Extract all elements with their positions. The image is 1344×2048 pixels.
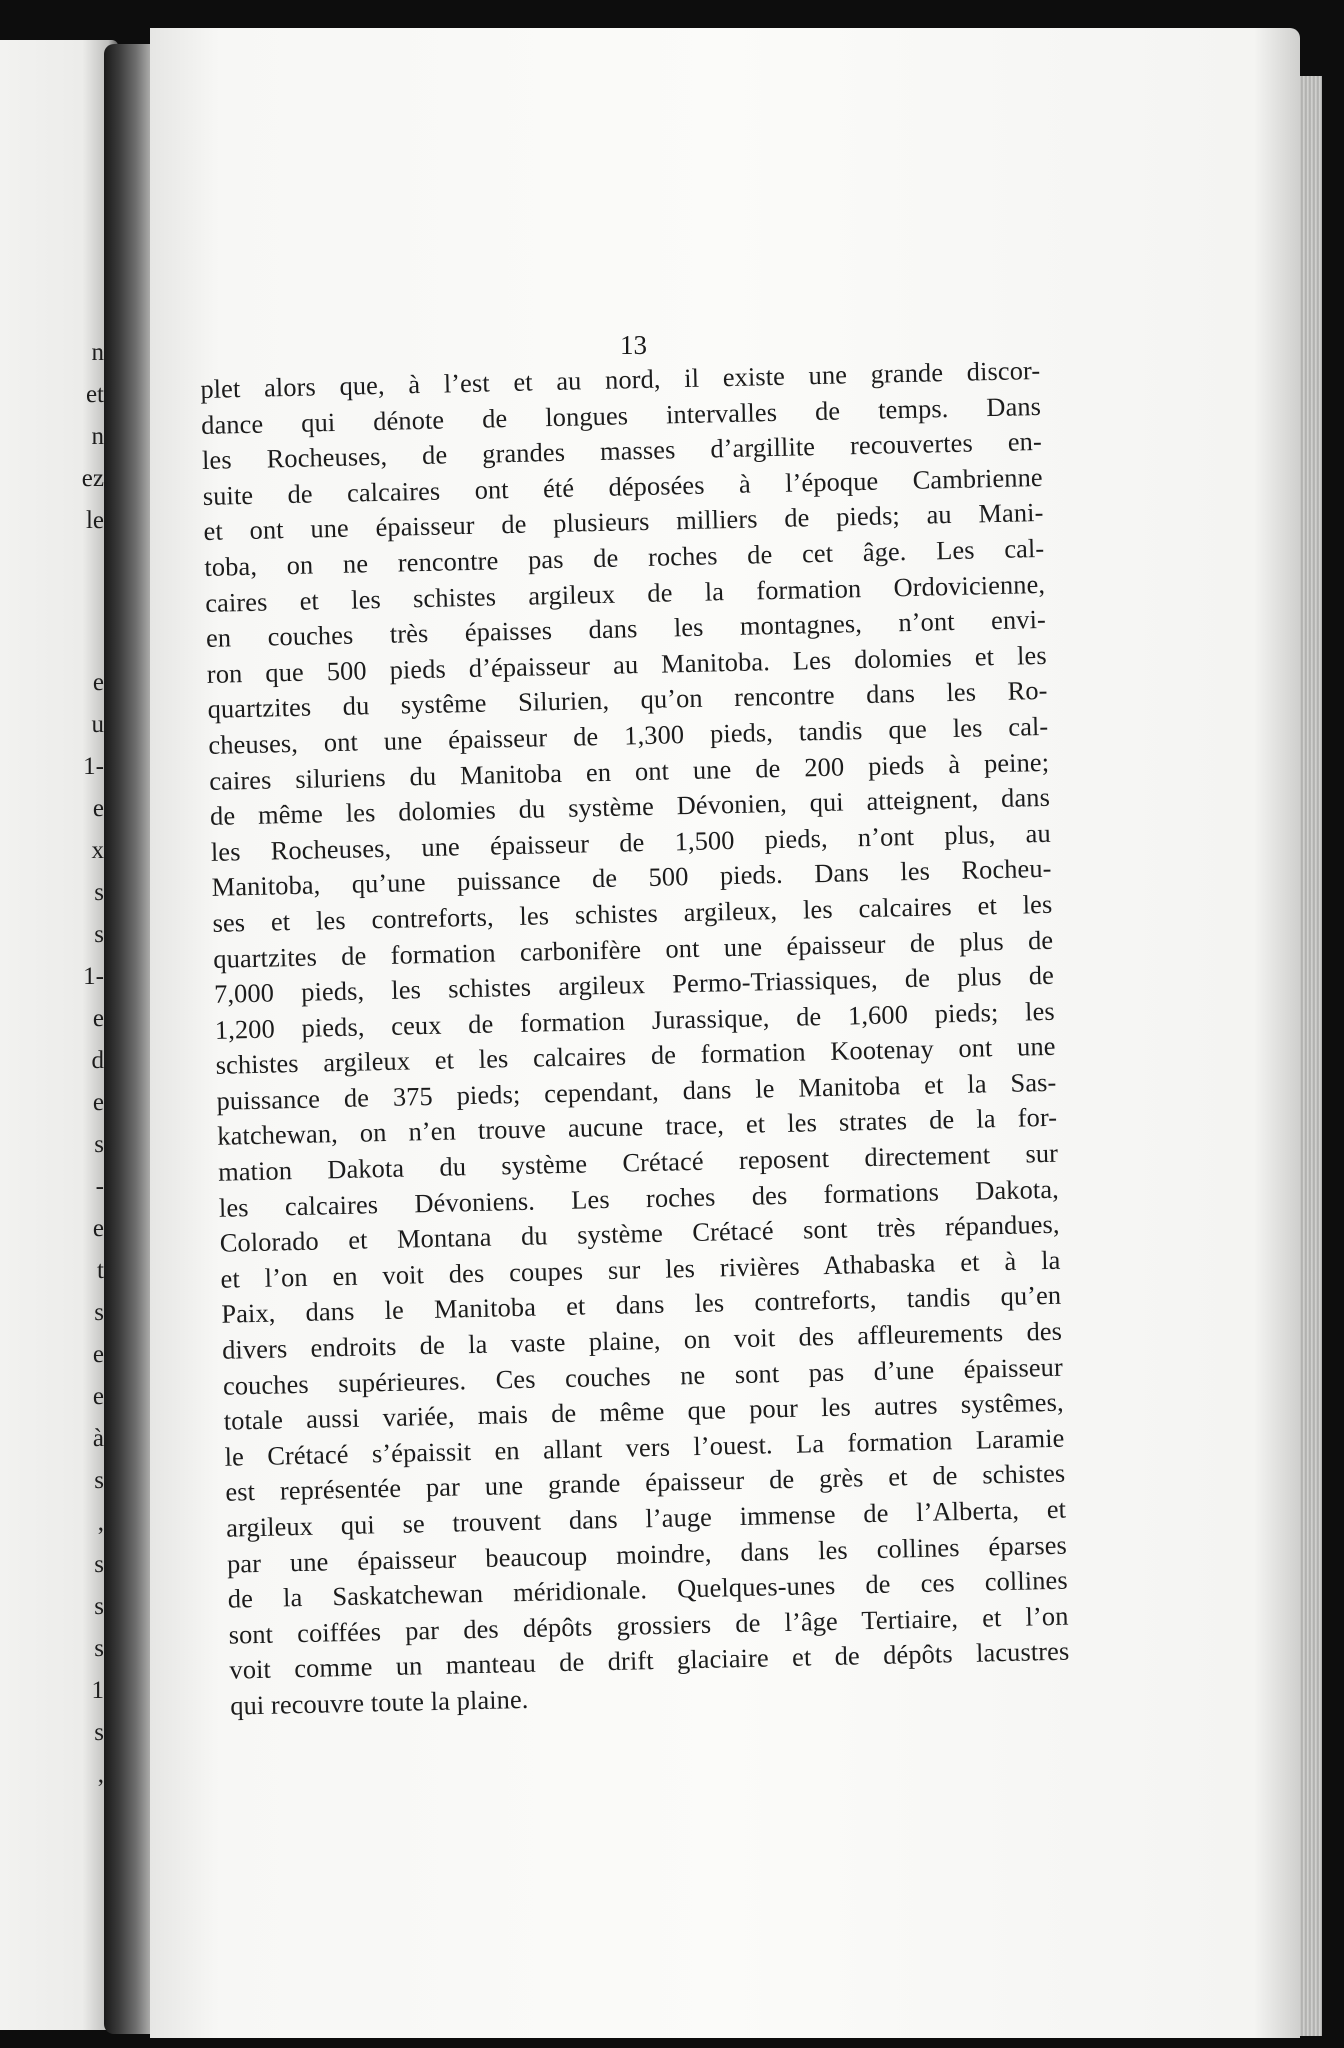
facing-page-fragment: s: [94, 1299, 104, 1326]
facing-page-fragment: à: [92, 1425, 104, 1452]
text-line: toba, on ne rencontre pas de roches de cet âge. Les cal-: [204, 532, 1045, 582]
facing-page-fragment: s: [94, 1131, 104, 1158]
facing-page-fragment: -: [95, 1173, 104, 1200]
facing-page-fragment: e: [92, 1215, 104, 1242]
text-line: quartzites du systême Silurien, qu’on rencontre dans les Ro-: [207, 675, 1048, 725]
text-line: et l’on en voit des coupes sur les rivières Athabaska et à la: [220, 1244, 1061, 1294]
facing-page-fragment: s: [94, 1593, 104, 1620]
text-line: caires et les schistes argileux de la formation Ordovicienne,: [204, 568, 1046, 618]
facing-page-fragment: e: [92, 1089, 104, 1116]
text-line: est représentée par une grande épaisseur de grès et de schistes: [225, 1458, 1066, 1508]
text-line: de même les dolomies du système Dévonien, qui atteignent, dans: [209, 781, 1051, 832]
text-line: les calcaires Dévoniens. Les roches des formations Dakota,: [218, 1173, 1060, 1223]
facing-page-fragment: s: [94, 1467, 104, 1494]
facing-page: [0, 40, 118, 2030]
page-number: 13: [620, 330, 647, 360]
facing-page-fragment: s: [94, 1551, 104, 1578]
facing-page-fragment: s: [94, 921, 104, 948]
text-line: quartzites de formation carbonifère ont une épaisseur de plus de: [212, 924, 1054, 974]
text-line: suite de calcaires ont été déposées à l’époque Cambrienne: [202, 461, 1043, 511]
facing-page-fragment: s: [94, 1635, 104, 1662]
page-edges: [1300, 76, 1322, 2036]
text-line: par une épaisseur beaucoup moindre, dans les collines éparses: [226, 1529, 1068, 1579]
text-line: Manitoba, qu’une puissance de 500 pieds. Dans les Rocheu-: [211, 853, 1052, 903]
facing-page-fragment: e: [92, 1383, 104, 1410]
text-line: les Rocheuses, une épaisseur de 1,500 pieds, n’ont plus, au: [210, 817, 1052, 867]
text-line: mation Dakota du système Crétacé reposent directement sur: [217, 1137, 1059, 1187]
facing-page-fragment: n: [91, 339, 104, 366]
facing-page-fragment: u: [91, 711, 104, 738]
body-text: [200, 353, 1070, 1724]
facing-page-fragment: d: [91, 1047, 104, 1074]
facing-page-fragment: s: [94, 879, 104, 906]
text-line: 7,000 pieds, les schistes argileux Permo-Triassiques, de plus de: [213, 959, 1055, 1009]
text-line: ses et les contreforts, les schistes argileux, les calcaires et les: [212, 888, 1053, 938]
text-line: le Crétacé s’épaissit en allant vers l’ouest. La formation Laramie: [224, 1422, 1065, 1472]
text-line: puissance de 375 pieds; cependant, dans le Manitoba et la Sas-: [216, 1066, 1057, 1116]
facing-page-fragment: 1-: [83, 753, 104, 780]
facing-page-fragment: e: [92, 1005, 104, 1032]
text-line: Paix, dans le Manitoba et dans les contreforts, tandis qu’en: [221, 1280, 1062, 1330]
text-line: caires siluriens du Manitoba en ont une de 200 pieds à peine;: [208, 746, 1050, 796]
text-line: couches supérieures. Ces couches ne sont pas d’une épaisseur: [222, 1351, 1064, 1401]
facing-page-fragment: et: [85, 381, 104, 408]
facing-page-fragment: x: [91, 837, 104, 864]
facing-page-fragment: 1-: [83, 963, 104, 990]
facing-page-fragment: e: [92, 1341, 104, 1368]
text-line: plet alors que, à l’est et au nord, il existe une grande discor-: [200, 354, 1041, 404]
text-line: et ont une épaisseur de plusieurs milliers de pieds; au Mani-: [203, 497, 1044, 547]
facing-page-fragment: ,: [97, 1509, 104, 1536]
text-line: Colorado et Montana du système Crétacé sont très répandues,: [219, 1208, 1060, 1259]
facing-page-fragment: e: [92, 669, 104, 696]
text-line: totale aussi variée, mais de même que pour les autres systêmes,: [223, 1386, 1064, 1436]
text-line: dance qui dénote de longues intervalles de temps. Dans: [200, 390, 1042, 440]
text-line: ron que 500 pieds d’épaisseur au Manitoba. Les dolomies et les: [206, 639, 1047, 689]
text-line: les Rocheuses, de grandes masses d’argillite recouvertes en-: [201, 426, 1043, 476]
text-line: voit comme un manteau de drift glaciaire et de dépôts lacustres: [229, 1635, 1070, 1686]
facing-page-fragment: ez: [81, 465, 104, 492]
facing-page-fragment: le: [85, 507, 104, 534]
facing-page-fragment: 1: [91, 1677, 104, 1704]
text-line: 1,200 pieds, ceux de formation Jurassique, de 1,600 pieds; les: [214, 995, 1056, 1045]
text-line: katchewan, on n’en trouve aucune trace, et les strates de la for-: [217, 1102, 1058, 1152]
text-line: sont coiffées par des dépôts grossiers de l’âge Tertiaire, et l’on: [228, 1600, 1069, 1650]
facing-page-fragment: s: [94, 1719, 104, 1746]
facing-page-fragment: ,: [97, 1761, 104, 1788]
text-line: de la Saskatchewan méridionale. Quelques-unes de ces collines: [227, 1564, 1068, 1614]
text-line: argileux qui se trouvent dans l’auge immense de l’Alberta, et: [225, 1493, 1067, 1543]
text-line: en couches très épaisses dans les montagnes, n’ont envi-: [205, 604, 1047, 654]
facing-page-fragment: e: [92, 795, 104, 822]
facing-page-fragment: t: [97, 1257, 104, 1284]
text-line: divers endroits de la vaste plaine, on voit des affleurements des: [221, 1315, 1063, 1365]
text-line: cheuses, ont une épaisseur de 1,300 pieds, tandis que les cal-: [208, 710, 1049, 760]
facing-page-fragment: n: [91, 423, 104, 450]
text-line: qui recouvre toute la plaine.: [229, 1683, 529, 1721]
text-line: schistes argileux et les calcaires de formation Kootenay ont une: [215, 1031, 1056, 1081]
